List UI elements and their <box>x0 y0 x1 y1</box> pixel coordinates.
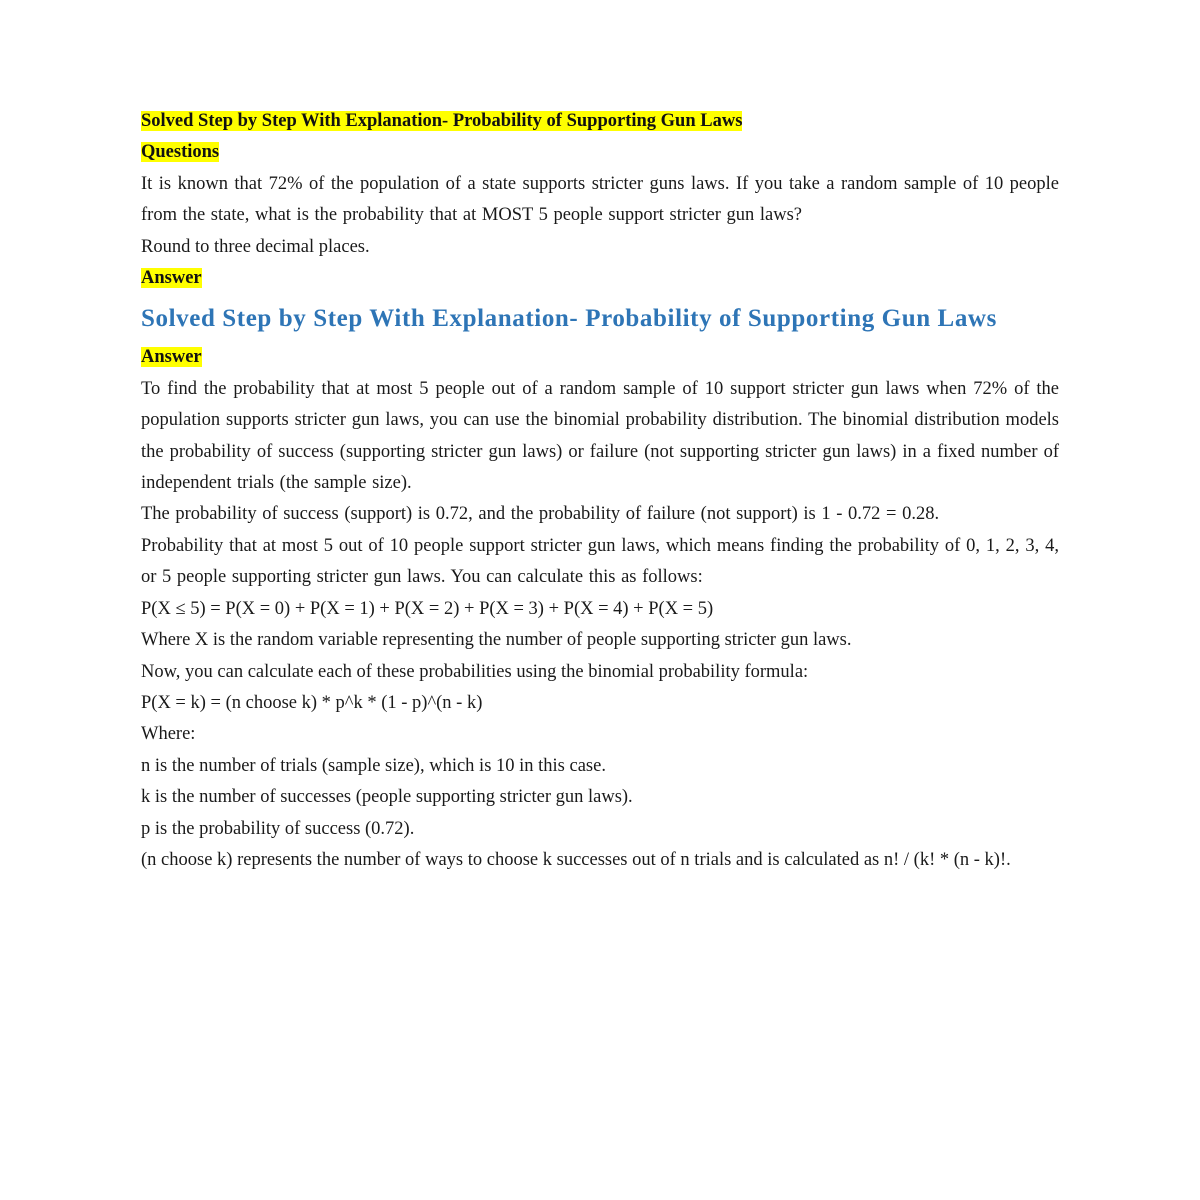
at-most-paragraph: Probability that at most 5 out of 10 people support stricter gun laws, which means finding the probability of 0, 1, 2, 3, 4, or 5 people supporting stricter gun laws. You can calculate this as follows: <box>141 535 1059 588</box>
success-paragraph: The probability of success (support) is 0.72, and the probability of failure (not support) is 1 - 0.72 = 0.28. <box>141 504 940 525</box>
question-text: It is known that 72% of the population of a state supports stricter guns laws. If you take a random sample of 10 people from the state, what is the probability that at MOST 5 people support stricter gun laws? <box>141 173 1059 226</box>
title-line <box>141 106 1059 137</box>
answer-line-1 <box>141 263 1059 294</box>
rounding-note: Round to three decimal places. <box>141 236 370 257</box>
answer-line-2 <box>141 342 1059 373</box>
questions-line <box>141 137 1059 168</box>
k-definition: k is the number of successes (people supporting stricter gun laws). <box>141 787 633 808</box>
questions-label: Questions <box>141 142 220 163</box>
binomial-formula: P(X = k) = (n choose k) * p^k * (1 - p)^(n - k) <box>141 692 483 713</box>
intro-paragraph: To find the probability that at most 5 people out of a random sample of 10 support stricter gun laws when 72% of the population supports stricter gun laws, you can use the binomial probability distribution. The binomial distribution models the probability of success (supporting stricter gun laws) or failure (not supporting stricter gun laws) in a fixed number of independent trials (the sample size). <box>141 378 1059 494</box>
p-definition: p is the probability of success (0.72). <box>141 818 415 839</box>
section-heading: Solved Step by Step With Explanation- Probability of Supporting Gun Laws <box>141 305 997 333</box>
sum-formula: P(X ≤ 5) = P(X = 0) + P(X = 1) + P(X = 2) + P(X = 3) + P(X = 4) + P(X = 5) <box>141 598 714 619</box>
now-paragraph: Now, you can calculate each of these probabilities using the binomial probability formula: <box>141 661 809 682</box>
where-x-paragraph: Where X is the random variable representing the number of people supporting stricter gun laws. <box>141 630 852 651</box>
document-page <box>141 106 1059 876</box>
where-label: Where: <box>141 724 196 745</box>
answer-label-1: Answer <box>141 268 202 289</box>
answer-label-2: Answer <box>141 347 202 368</box>
n-definition: n is the number of trials (sample size), which is 10 in this case. <box>141 755 606 776</box>
choose-definition: (n choose k) represents the number of ways to choose k successes out of n trials and is calculated as n! / (k! * (n - k)!. <box>141 849 1011 870</box>
document-title: Solved Step by Step With Explanation- Probability of Supporting Gun Laws <box>141 111 743 131</box>
